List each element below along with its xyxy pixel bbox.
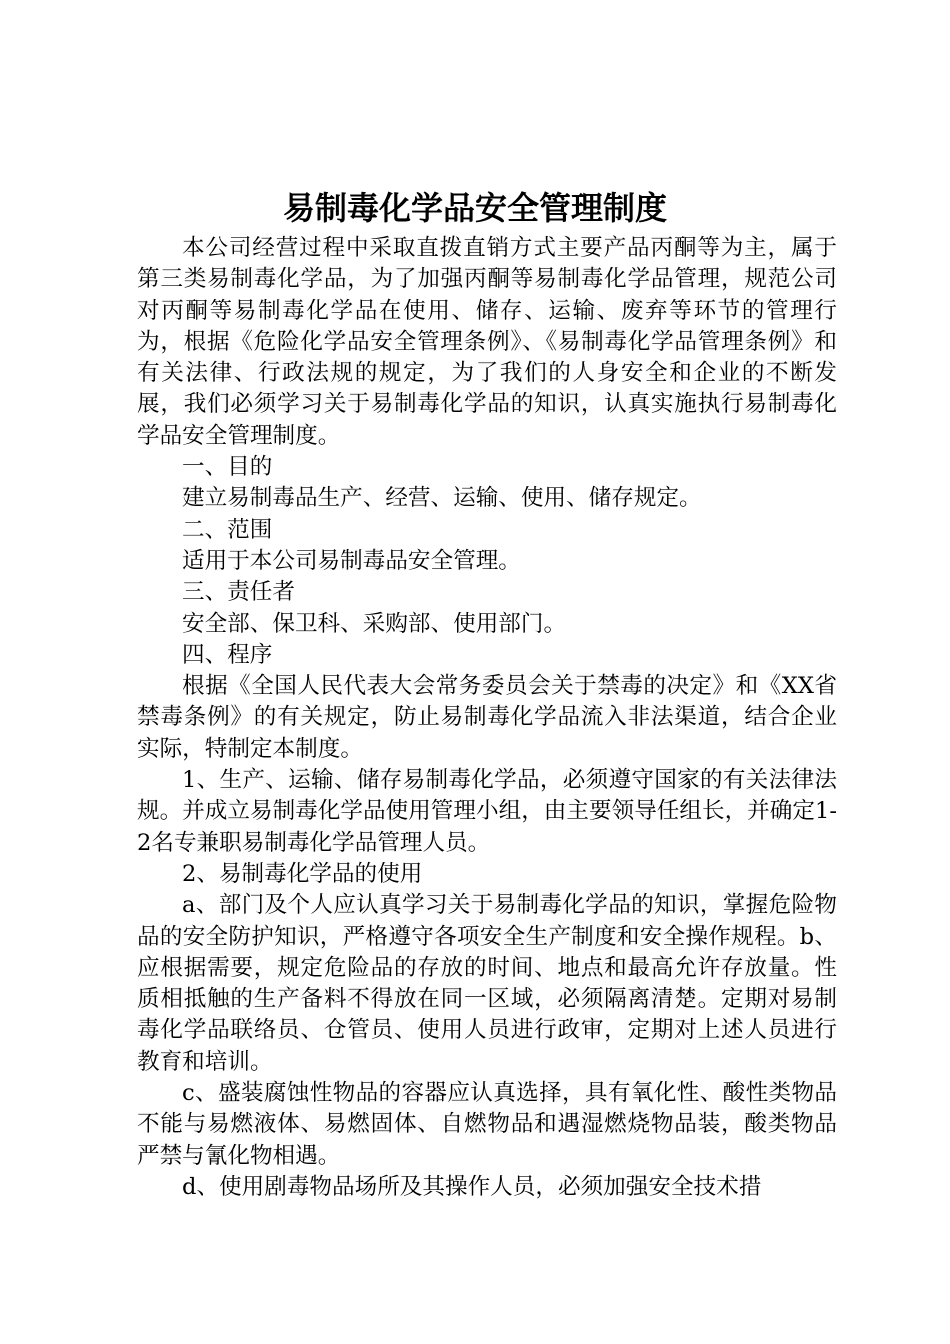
document-title: 易制毒化学品安全管理制度 xyxy=(282,189,667,227)
procedure-item-2a-paragraph: a、部门及个人应认真学习关于易制毒化学品的知识，掌握危险物品的安全防护知识，严格遵守各项安全生产制度和安全操作规程。b、应根据需要，规定危险品的存放的时间、地点和最高允许存放量。性质相抵触的生产备料不得放在同一区域，必须隔离清楚。定期对易制毒化学品联络员、仓管员、使用人员进行政审，定期对上述人员进行教育和培训。 xyxy=(137,892,837,1075)
procedure-intro-paragraph: 根据《全国人民代表大会常务委员会关于禁毒的决定》和《XX省禁毒条例》的有关规定，防止易制毒化学品流入非法渠道，结合企业实际，特制定本制度。 xyxy=(137,673,837,762)
responsible-paragraph: 安全部、保卫科、采购部、使用部门。 xyxy=(182,610,567,637)
procedure-item-2d-paragraph: d、使用剧毒物品场所及其操作人员，必须加强安全技术措 xyxy=(182,1173,762,1200)
procedure-item-1: 1、生产、运输、储存易制毒化学品，必须遵守国家的有关法律法规。并成立易制毒化学品使用管理小组，由主要领导任组长，并确定1-2名专兼职易制毒化学品管理人员。 xyxy=(137,767,837,856)
scope-paragraph: 适用于本公司易制毒品安全管理。 xyxy=(182,547,521,574)
section-heading-procedure: 四、程序 xyxy=(182,641,273,668)
section-heading-responsible: 三、责任者 xyxy=(182,579,295,606)
intro-paragraph: 本公司经营过程中采取直拨直销方式主要产品丙酮等为主，属于第三类易制毒化学品，为了加强丙酮等易制毒化学品管理，规范公司对丙酮等易制毒化学品在使用、储存、运输、废弃等环节的管理行为，根据《危险化学品安全管理条例》、《易制毒化学品管理条例》和有关法律、行政法规的规定，为了我们的人身安全和企业的不断发展，我们必须学习关于易制毒化学品的知识，认真实施执行易制毒化学品安全管理制度。 xyxy=(137,235,837,449)
section-heading-scope: 二、范围 xyxy=(182,516,273,543)
document-body xyxy=(137,233,837,1203)
section-heading-purpose: 一、目的 xyxy=(182,454,273,481)
procedure-item-2c-paragraph: c、盛装腐蚀性物品的容器应认真选择，具有氧化性、酸性类物品不能与易燃液体、易燃固体、自燃物品和遇湿燃烧物品装，酸类物品严禁与氰化物相遇。 xyxy=(137,1080,837,1169)
procedure-item-2-heading: 2、易制毒化学品的使用 xyxy=(182,860,423,887)
purpose-paragraph: 建立易制毒品生产、经营、运输、使用、储存规定。 xyxy=(182,485,702,512)
